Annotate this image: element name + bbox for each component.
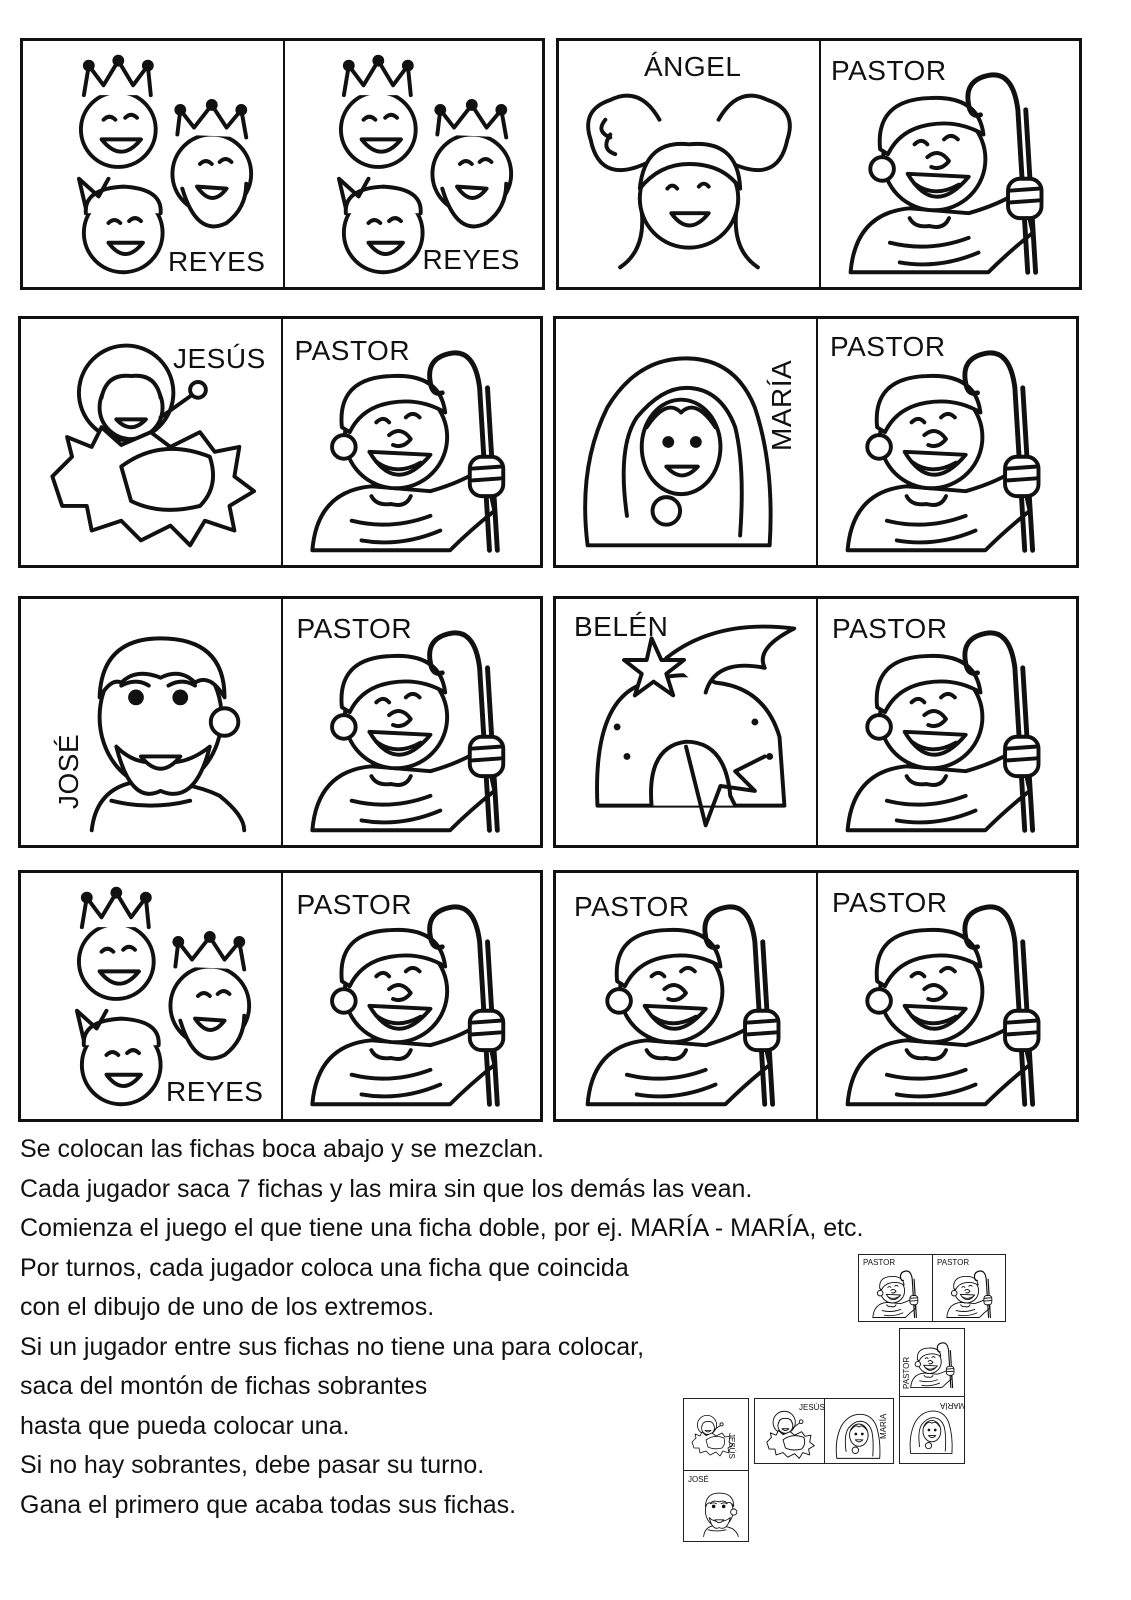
tile-label: PASTOR	[296, 889, 413, 920]
tile-label: REYES	[166, 1076, 264, 1107]
tile-label: PASTOR	[830, 331, 946, 362]
joseph-icon	[688, 1483, 746, 1541]
shepherd-icon	[904, 1333, 962, 1393]
mini-tile-jesus-maria	[754, 1398, 894, 1464]
tile-label: MARÍA	[766, 359, 797, 451]
mini-label: JOSÉ	[688, 1475, 709, 1484]
instruction-line: Comienza el juego el que tiene una ficha doble, por ej. MARÍA - MARÍA, etc.	[20, 1214, 864, 1242]
tile-half-left	[556, 873, 816, 1119]
tile-half-right	[281, 319, 541, 565]
tile-half-left	[21, 599, 281, 845]
mini-tile-pastor-vertical	[899, 1328, 965, 1464]
domino-tile-2	[556, 38, 1082, 290]
domino-tile-8	[553, 870, 1079, 1122]
tile-label: PASTOR	[832, 613, 948, 644]
instruction-line: Por turnos, cada jugador coloca una ficha que coincida	[20, 1253, 629, 1282]
instruction-line: Se colocan las fichas boca abajo y se mezclan.	[20, 1135, 544, 1163]
domino-tile-6	[553, 596, 1079, 848]
shepherd-icon	[935, 1263, 1005, 1321]
tile-label: PASTOR	[294, 335, 411, 366]
mini-label: MARÍA	[879, 1413, 888, 1439]
mini-label: MARÍA	[940, 1401, 966, 1410]
instruction-line: con el dibujo de uno de los extremos.	[20, 1293, 435, 1321]
mini-label: JESÚS	[727, 1433, 736, 1459]
tile-label: PASTOR	[831, 55, 947, 86]
instruction-line: hasta que pueda colocar una.	[20, 1411, 350, 1440]
domino-tile-7	[18, 870, 543, 1122]
tile-label: BELÉN	[574, 611, 669, 642]
tile-half-left	[21, 873, 281, 1119]
tile-half-right	[281, 873, 541, 1119]
mini-label: JESÚS	[799, 1403, 825, 1412]
mini-label: PASTOR	[902, 1356, 911, 1389]
domino-tile-3	[18, 316, 543, 568]
instruction-line: Gana el primero que acaba todas sus fichas.	[20, 1490, 517, 1519]
tile-label: PASTOR	[832, 887, 948, 918]
tile-half-left	[556, 319, 816, 565]
mini-tile-jesus-jose	[683, 1398, 749, 1542]
tile-half-right	[281, 599, 541, 845]
tile-half-right	[816, 873, 1076, 1119]
tile-half-right	[819, 41, 1079, 287]
tile-half-right	[816, 319, 1076, 565]
tile-half-left	[559, 41, 819, 287]
mini-tile-pastor-pastor	[858, 1254, 1006, 1322]
tile-label: JESÚS	[173, 343, 266, 374]
baby-jesus-icon	[757, 1405, 823, 1463]
mini-label: PASTOR	[863, 1258, 896, 1267]
tile-half-right	[816, 599, 1076, 845]
mini-label: PASTOR	[937, 1258, 970, 1267]
tile-label: REYES	[422, 244, 520, 275]
domino-tile-1	[20, 38, 545, 290]
domino-tile-4	[553, 316, 1079, 568]
tile-label: PASTOR	[296, 613, 413, 644]
instruction-line: saca del montón de fichas sobrantes	[20, 1372, 428, 1400]
tile-half-right	[283, 41, 543, 287]
instruction-line: Cada jugador saca 7 fichas y las mira sin que los demás las vean.	[20, 1174, 753, 1203]
shepherd-icon	[861, 1263, 931, 1321]
tile-label: REYES	[168, 246, 266, 277]
tile-label: JOSÉ	[53, 733, 84, 809]
tile-half-left	[21, 319, 281, 565]
instruction-line: Si un jugador entre sus fichas no tiene una para colocar,	[20, 1332, 645, 1361]
tile-half-left	[23, 41, 283, 287]
tile-half-left	[556, 599, 816, 845]
domino-tile-5	[18, 596, 543, 848]
instruction-line: Si no hay sobrantes, debe pasar su turno.	[20, 1451, 485, 1479]
tile-label: ÁNGEL	[644, 51, 742, 82]
tile-label: PASTOR	[574, 891, 690, 922]
